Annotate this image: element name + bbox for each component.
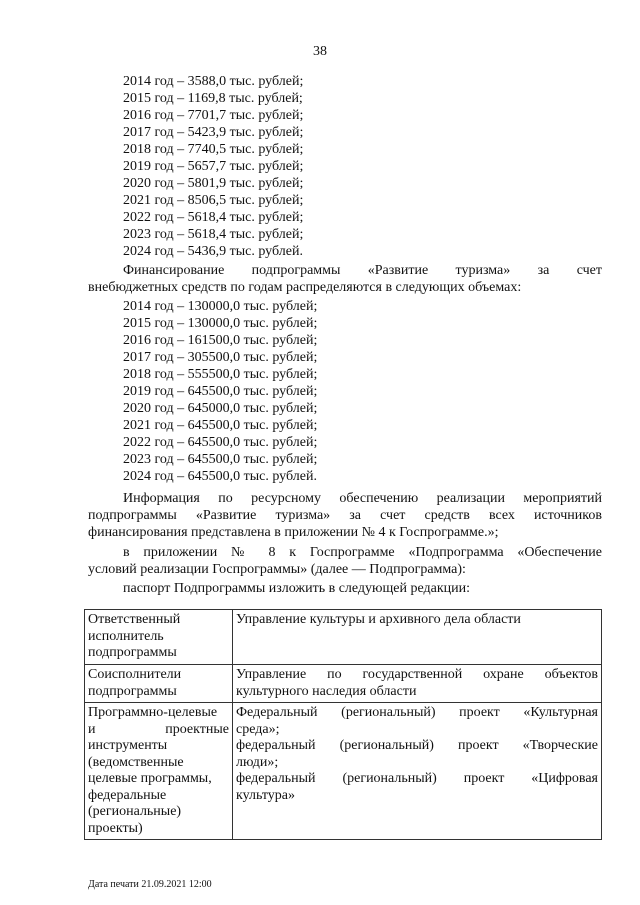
budget-year-line: 2017 год – 5423,9 тыс. рублей;: [123, 125, 304, 140]
cell-line: Федеральный (региональный) проект «Культурная: [236, 705, 598, 720]
table-value-cell: [233, 703, 602, 840]
table-row: [85, 703, 602, 840]
budget-year-line: 2018 год – 7740,5 тыс. рублей;: [123, 142, 304, 157]
cell-line: (ведомственные: [88, 754, 184, 770]
extra-funding-year-line: 2020 год – 645000,0 тыс. рублей;: [123, 401, 318, 416]
budget-year-line: 2022 год – 5618,4 тыс. рублей;: [123, 210, 304, 225]
cell-line: целевые программы,: [88, 771, 212, 786]
info-paragraph: [88, 490, 602, 541]
extra-funding-year-line: 2017 год – 305500,0 тыс. рублей;: [123, 350, 318, 365]
cell-line: люди»;: [236, 754, 279, 770]
cell-line: среда»;: [236, 721, 280, 737]
cell-line: федеральные: [88, 787, 167, 803]
cell-line: проекты): [88, 820, 143, 836]
table-row: [85, 610, 602, 665]
cell-line: Ответственный: [88, 612, 181, 627]
cell-line: исполнитель: [88, 628, 164, 644]
print-date-footer: Дата печати 21.09.2021 12:00: [88, 879, 212, 890]
budget-year-line: 2014 год – 3588,0 тыс. рублей;: [123, 74, 304, 89]
cell-line: Соисполнители: [88, 667, 182, 682]
budget-year-line: 2019 год – 5657,7 тыс. рублей;: [123, 159, 304, 174]
paragraph-line: условий реализации Госпрограммы» (далее — Подпрограмма):: [88, 562, 466, 577]
table-label-cell: [85, 610, 233, 665]
cell-line: (региональные): [88, 804, 182, 819]
extra-funding-year-line: 2015 год – 130000,0 тыс. рублей;: [123, 316, 318, 331]
passport-intro-line: паспорт Подпрограммы изложить в следующей редакции:: [123, 581, 471, 596]
appendix-paragraph: [88, 544, 602, 578]
extra-funding-year-line: 2024 год – 645500,0 тыс. рублей.: [123, 469, 317, 484]
table-label-cell: [85, 703, 233, 840]
passport-table: [84, 609, 602, 840]
paragraph-line: Информация по ресурсному обеспечению реализации мероприятий: [123, 491, 602, 506]
page-number: 38: [313, 44, 327, 59]
cell-line: федеральный (региональный) проект «Творческие: [236, 738, 598, 753]
extra-funding-year-line: 2016 год – 161500,0 тыс. рублей;: [123, 333, 318, 348]
extra-funding-year-line: 2021 год – 645500,0 тыс. рублей;: [123, 418, 318, 433]
table-value-cell: [233, 665, 602, 703]
paragraph-line: внебюджетных средств по годам распределяются в следующих объемах:: [88, 280, 522, 295]
cell-line: Программно-целевые: [88, 705, 218, 720]
table-label-cell: [85, 665, 233, 703]
budget-year-line: 2020 год – 5801,9 тыс. рублей;: [123, 176, 304, 191]
cell-line: подпрограммы: [88, 683, 177, 699]
budget-year-line: 2021 год – 8506,5 тыс. рублей;: [123, 193, 304, 208]
cell-line: культура»: [236, 787, 295, 803]
cell-line: инструменты: [88, 738, 168, 753]
extra-funding-year-line: 2019 год – 645500,0 тыс. рублей;: [123, 384, 318, 399]
budget-year-line: 2023 год – 5618,4 тыс. рублей;: [123, 227, 304, 242]
paragraph-line: Финансирование подпрограммы «Развитие туризма» за счет: [123, 263, 602, 278]
table-row: [85, 665, 602, 703]
budget-year-line: 2015 год – 1169,8 тыс. рублей;: [123, 91, 303, 106]
cell-line: Управление культуры и архивного дела области: [236, 612, 521, 627]
extra-funding-year-line: 2022 год – 645500,0 тыс. рублей;: [123, 435, 318, 450]
cell-line: культурного наследия области: [236, 683, 417, 699]
extra-funding-year-line: 2018 год – 555500,0 тыс. рублей;: [123, 367, 318, 382]
paragraph-line: в приложении № 8 к Госпрограмме «Подпрограмма «Обеспечение: [123, 545, 602, 560]
cell-line: федеральный (региональный) проект «Цифровая: [236, 771, 598, 786]
cell-line: Управление по государственной охране объектов: [236, 667, 598, 682]
budget-year-line: 2024 год – 5436,9 тыс. рублей.: [123, 244, 303, 259]
paragraph-line: подпрограммы «Развитие туризма» за счет средств всех источников: [88, 508, 602, 523]
extra-funding-year-line: 2023 год – 645500,0 тыс. рублей;: [123, 452, 318, 467]
budget-year-line: 2016 год – 7701,7 тыс. рублей;: [123, 108, 304, 123]
paragraph-line: финансирования представлена в приложении № 4 к Госпрограмме.»;: [88, 525, 499, 540]
cell-line: подпрограммы: [88, 645, 177, 660]
cell-line: и проектные: [88, 721, 229, 737]
extra-funding-intro: [88, 262, 602, 296]
extra-funding-year-line: 2014 год – 130000,0 тыс. рублей;: [123, 299, 318, 314]
table-value-cell: [233, 610, 602, 665]
